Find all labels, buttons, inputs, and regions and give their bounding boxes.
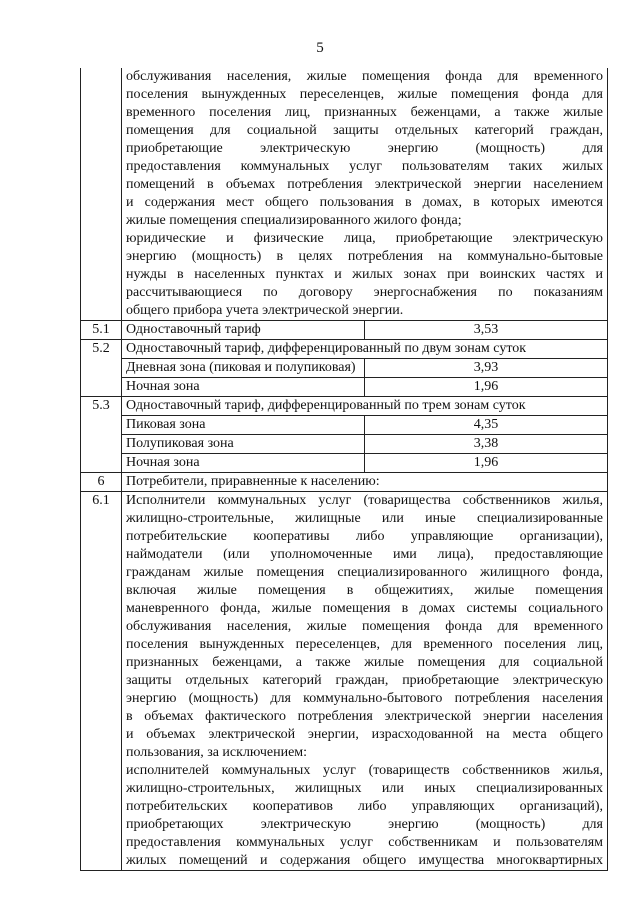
table-row xyxy=(81,454,608,473)
text-line: в объемах фактического потребления электрической энергии населения xyxy=(126,709,603,724)
text-line: поселения вынужденных переселенцев, для временного поселения лиц, xyxy=(126,637,603,652)
row-label-cell: Потребители, приравненные к населению: xyxy=(122,473,608,492)
text-line: и содержания мест общего пользования в домах, в которых имеются xyxy=(126,195,603,210)
row-number-cell xyxy=(81,435,122,454)
row-number-cell xyxy=(81,454,122,473)
text-line: предоставления коммунальных услуг пользователям таких жилых xyxy=(126,159,603,174)
text-line: предоставления коммунальных услуг собственникам и пользователям xyxy=(126,835,603,850)
table-row xyxy=(81,340,608,359)
text-line: защиты отдельных категорий граждан, приобретающие электрическую xyxy=(126,673,603,688)
tariff-value-cell: 3,53 xyxy=(365,321,608,340)
text-line: общего прибора учета электрической энергии. xyxy=(126,303,404,318)
row-label-cell: Одноставочный тариф, дифференцированный по двум зонам суток xyxy=(122,340,608,359)
row-label-cell: Ночная зона xyxy=(122,378,365,397)
table-row xyxy=(81,378,608,397)
text-line: и объемах электрической энергии, израсходованной на места общего xyxy=(126,727,603,742)
text-line: обслуживания населения, жилые помещения фонда для временного xyxy=(126,619,603,634)
text-line: приобретающие электрическую энергию (мощность) для xyxy=(126,141,603,156)
table-row xyxy=(81,435,608,454)
text-line: энергию (мощность) в целях потребления на коммунально-бытовые xyxy=(126,249,603,264)
text-cell xyxy=(122,492,608,871)
tariff-value-cell: 3,38 xyxy=(365,435,608,454)
text-line: рассчитывающиеся по договору энергоснабжения по показаниям xyxy=(126,285,603,300)
row-number-cell: 6 xyxy=(81,473,122,492)
table-row xyxy=(81,416,608,435)
row-label-cell: Одноставочный тариф xyxy=(122,321,365,340)
row-number-cell xyxy=(81,378,122,397)
text-line: потребительских кооперативов либо управляющих организаций), xyxy=(126,799,603,814)
row-label-cell: Одноставочный тариф, дифференцированный по трем зонам суток xyxy=(122,397,608,416)
text-line: жилищно-строительных, жилищных или иных специализированных xyxy=(126,781,603,796)
table-row xyxy=(81,397,608,416)
text-line: Исполнители коммунальных услуг (товарищества собственников жилья, xyxy=(126,493,603,508)
text-line: временного поселения лиц, признанных беженцами, а также жилые xyxy=(126,105,603,120)
row-label-cell: Пиковая зона xyxy=(122,416,365,435)
text-line: исполнителей коммунальных услуг (товариществ собственников жилья, xyxy=(126,763,603,778)
tariff-table xyxy=(80,68,608,871)
text-line: жилых помещений и содержания общего имущества многоквартирных xyxy=(126,853,603,868)
row-number-cell: 5.2 xyxy=(81,340,122,359)
text-line: маневренного фонда, жилые помещения в домах системы социального xyxy=(126,601,603,616)
text-line: потребительские кооперативы либо управляющие организации), xyxy=(126,529,603,544)
text-line: жилищно-строительные, жилищные или иные специализированные xyxy=(126,511,603,526)
row-label-cell: Полупиковая зона xyxy=(122,435,365,454)
text-line: пользования, за исключением: xyxy=(126,745,308,760)
row-number-cell: 5.3 xyxy=(81,397,122,416)
table-row xyxy=(81,492,608,871)
table-row xyxy=(81,473,608,492)
text-line: наймодатели (или уполномоченные ими лица), предоставляющие xyxy=(126,547,603,562)
row-number-cell: 5.1 xyxy=(81,321,122,340)
text-line: энергию (мощность) для коммунально-бытового потребления населения xyxy=(126,691,603,706)
row-label-cell: Дневная зона (пиковая и полупиковая) xyxy=(122,359,365,378)
row-number-cell xyxy=(81,68,122,321)
text-line: помещения для социальной защиты отдельных категорий граждан, xyxy=(126,123,603,138)
row-label-cell: Ночная зона xyxy=(122,454,365,473)
text-block-6-1 xyxy=(126,492,603,870)
text-line: поселения вынужденных переселенцев, жилые помещения фонда для xyxy=(126,87,603,102)
text-cell xyxy=(122,68,608,321)
text-line: приобретающих электрическую энергию (мощность) для xyxy=(126,817,603,832)
row-number-cell xyxy=(81,359,122,378)
text-line: обслуживания населения, жилые помещения фонда для временного xyxy=(126,69,603,84)
table-row xyxy=(81,359,608,378)
row-number-cell: 6.1 xyxy=(81,492,122,871)
text-line: жилые помещения специализированного жилого фонда; xyxy=(126,213,462,228)
table-row xyxy=(81,321,608,340)
text-line: признанных беженцами, а также жилые помещения для социальной xyxy=(126,655,603,670)
text-block-top xyxy=(126,68,603,320)
text-line: гражданам жилые помещения специализированного жилищного фонда, xyxy=(126,565,603,580)
page-number: 5 xyxy=(316,40,324,56)
tariff-value-cell: 4,35 xyxy=(365,416,608,435)
text-line: нужды в населенных пунктах и жилых зонах при воинских частях и xyxy=(126,267,603,282)
row-number-cell xyxy=(81,416,122,435)
text-line: включая жилые помещения в общежитиях, жилые помещения xyxy=(126,583,603,598)
table-row xyxy=(81,68,608,321)
tariff-value-cell: 1,96 xyxy=(365,378,608,397)
tariff-value-cell: 3,93 xyxy=(365,359,608,378)
text-line: юридические и физические лица, приобретающие электрическую xyxy=(126,231,603,246)
text-line: помещений в объемах потребления электрической энергии населением xyxy=(126,177,603,192)
tariff-value-cell: 1,96 xyxy=(365,454,608,473)
